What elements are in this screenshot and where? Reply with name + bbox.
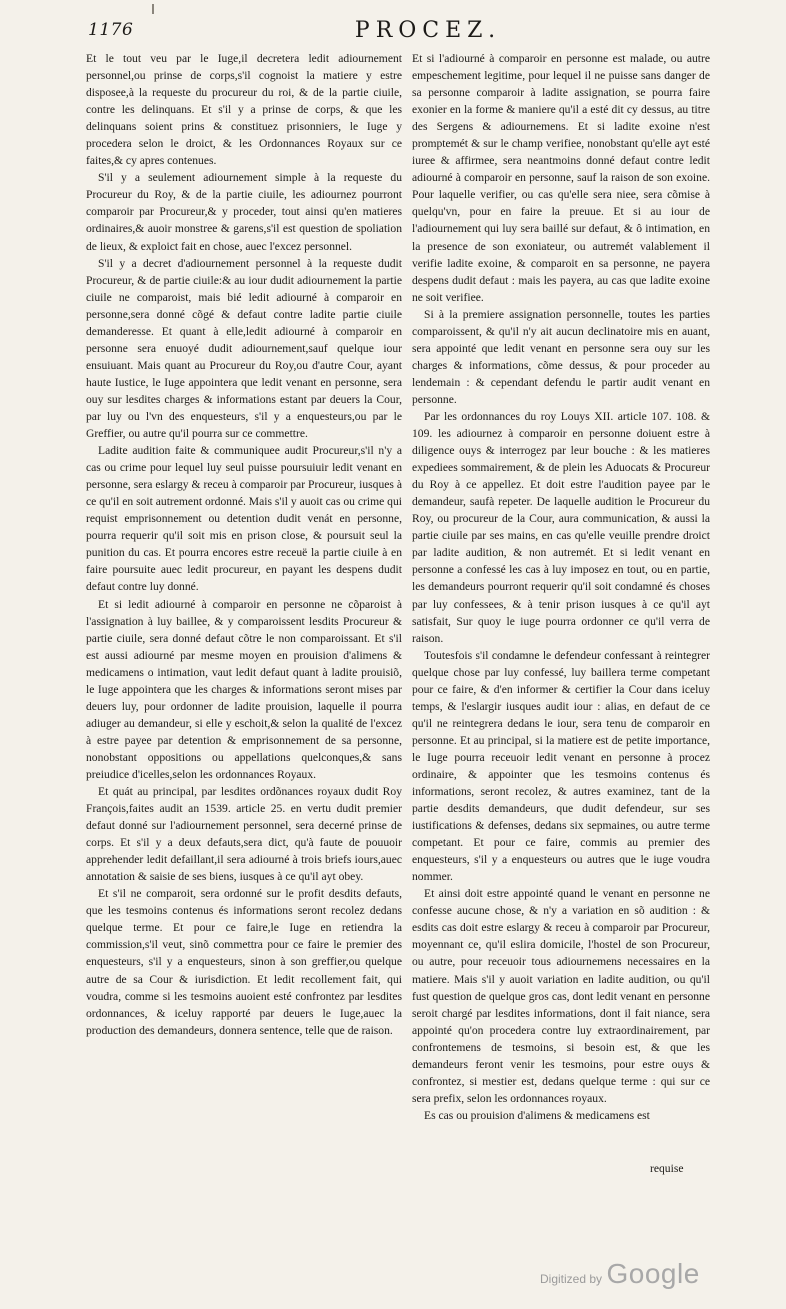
- google-logo: Google: [606, 1258, 700, 1289]
- watermark-prefix: Digitized by: [540, 1272, 603, 1286]
- paragraph: Et si l'adiourné à comparoir en personne est malade, ou autre empeschement legitime, pour lequel il ne puisse sans danger de sa personne comparoir à ladite assignation, se pourra faire exonier en la forme & maniere qu'il a esté dit cy dessus, au titre des Sergens & adiournemens. Et si ladite exoine n'est promptemét & sur le champ verifiee, nonobstant qu'elle ayt esté iuree & affirmee, sera neantmoins donné defaut contre ledit adiourné à comparoir en personne, sauf la raison de son exoine. Pour laquelle verifier, ou cas qu'elle sera niee, sera cõmise à quelqu'vn, pour en faire la preuue. Et si au iour de l'adiournement qui luy sera baillé sur defaut, & ô intimation, en la presence de son exoniateur, ou autremét valablement il verifie ladite exoine, & comparoit en sa personne, ne payera despens dudit defaut : mais les payera, au cas que ladite exoine ne soit verifiee.: [412, 52, 710, 304]
- paragraph: Ladite audition faite & communiquee audit Procureur,s'il n'y a cas ou crime pour lequel luy seul puisse poursuiuir ledit venant en personne, sera eslargy & receu à comparoir par Procureur, iusques à ce qu'il en soit autrement ordonné. Mais s'il y auoit cas ou crime qui requist emprisonnement ou detention dudit venát en personne, pourra requerir qu'il soit mis en prison close, & poursuit seul la punition du cas. Et pourra encores estre receuë la partie ciuile à en faire poursuite auec ledit procureur, en payant les despens dudit defaut contre luy donné.: [86, 444, 402, 594]
- paragraph: Et ainsi doit estre appointé quand le venant en personne ne confesse aucune chose, & n'y a variation en sõ audition : & esdits cas doit estre eslargy & receu à comparoir par Procureur, moyennant ce, qu'il eslira domicile, l'hostel de son Procureur, ou autre, pour receuoir tous adiournemens necessaires en la matiere. Mais s'il y auoit variation en ladite audition, ou qu'il fust question de quelque gros cas, dont ledit venant en personne seroit chargé par lesdites informations, dont il fait niance, sera appointé qu'on procedera contre luy extraordinairement, par confrontemens de tesmoins, si besoin est, & que les demandeurs feront venir les tesmoins, pour estre ouys & confrontez, si mestier est, dedans quelque terme : qui sur ce sera prefix, selon les ordonnances royaux.: [412, 887, 710, 1105]
- running-title: PROCEZ.: [354, 18, 502, 43]
- catchword: requise: [650, 1162, 684, 1175]
- margin-mark: [152, 4, 154, 14]
- paragraph: Et quát au principal, par lesdites ordõnances royaux dudit Roy François,faites audit an 1539. article 25. en vertu dudit premier defaut donné sur l'adiournement personnel, sera decerné prinse de corps. Et s'il y a deux defauts,sera dict, qu'à faute de pouuoir apprehender ledit defaillant,il sera adiourné à trois briefs iours,auec annotation & saisie de ses biens, iusques à ce qu'il ayt obey.: [86, 785, 402, 884]
- right-column: [412, 50, 710, 1124]
- paragraph: S'il y a seulement adiournement simple à la requeste du Procureur du Roy, & de la partie ciuile, les adiournez pourront comparoir par Procureur,& y proceder, tout ainsi qu'en matieres ordinaires,& auoir monstree & garens,s'il est question de spoliation de lieux, & exploict fait en chose, auec l'excez personnel.: [86, 171, 402, 253]
- digitized-watermark: [540, 1258, 700, 1290]
- left-column: [86, 50, 402, 1039]
- paragraph: Et s'il ne comparoit, sera ordonné sur le profit desdits defauts, que les tesmoins contenus és informations seront recolez dedans quelque terme. Et pour ce faire,le Iuge en retiendra la commission,s'il veut, sinõ commettra pour ce faire le premier des enquesteurs, s'il y a enquesteurs, sinon à son greffier,ou quelque autre de sa Cour & iurisdiction. Et ledit recollement fait, qui voudra, comme si les tesmoins auoient esté confrontez par lesdites ordonnances, & iceluy rapporté par deuers le Iuge,auec la production des demandeurs, donnera sentence, telle que de raison.: [86, 887, 402, 1037]
- paragraph: Toutesfois s'il condamne le defendeur confessant à reintegrer quelque chose par luy confessé, luy baillera terme competant pour ce faire, & d'en informer & certifier la Cour dans iceluy temps, & l'eslargir iusques audit iour : alias, en defaut de ce qu'il ne reintegrera dedans le iour, sera tenu de comparoir en personne. Et au principal, si la matiere est de petite importance, le Iuge pourra receuoir ledit venant en personne à procez ordinaire, & appointer que les tesmoins contenus és informations, seront recolez, & autres examinez, tant de la partie desdits demandeurs, que dudit defendeur, sur ses iustifications & defenses, dedans six sepmaines, ou autre terme competant. Et pour ce faire, commis au premier des enquesteurs, s'il y a enquesteurs ou autres que le iuge voudra nommer.: [412, 648, 710, 884]
- paragraph: Et le tout veu par le Iuge,il decretera ledit adiournement personnel,ou prinse de corps,s'il cognoist la matiere y estre disposee,à la requeste du procureur du roi, & de la partie ciuile, contre les delinquans. Et s'il y a prinse de corps, & que les delinquans soient prins & constituez prisonniers, le Iuge y procedera selon le droict, & les Ordonnances Royaux sur ce faites,& cy apres contenues.: [86, 52, 402, 168]
- paragraph: Et si ledit adiourné à comparoir en personne ne cõparoist à l'assignation à luy baillee, & y comparoissent lesdits Procureur & partie ciuile, sera donné defaut cõtre le non comparoissant. Et s'il est aussi adiourné par mesme moyen en prouision d'alimens & medicamens o intimation, vaut ledit defaut quant à ladite prouisiõ, le Iuge appointera que les charges & informations seront mises par deuers luy, pour ordonner de ladite prouision, laquelle il pourra adiuger au demandeur, si elle y eschoit,& selon la qualité de l'excez à estre payee par detention & emprisonnement de sa personne, nonobstant oppositions ou appellations quelconques,& sans preiudice d'icelles,selon les ordonnances Royaux.: [86, 597, 402, 781]
- page-number: 1176: [88, 20, 134, 40]
- paragraph: Si à la premiere assignation personnelle, toutes les parties comparoissent, & qu'il n'y ait aucun declinatoire mis en auant, sera appointé que ledit venant en personne sera ouy sur les charges & informations, cõme dessus, & pour proceder au lendemain : & cependant defendu le partir audit venant en personne.: [412, 307, 710, 406]
- paragraph: Par les ordonnances du roy Louys XII. article 107. 108. & 109. les adiournez à comparoir en personne doiuent estre à diligence ouys & interrogez par leur bouche : & les matieres expediees sommairement, & de plein les Aduocats & Procureur du Roy à ce appellez. Et doit estre l'audition payee par le demandeur, saufà repeter. De laquelle audition le Procureur du Roy, ou procureur de la Cour, aura communication, & aussi la partie ciuile par ses mains, en cas qu'elle veuille prendre droict par ladite audition, & non autremét. Et si ledit venant en personne a confessé les cas à luy imposez en tout, ou en partie, les demandeurs pourront requerir qu'il soit condamné és choses par luy confessees, & à tenir prison iusques à ce qu'il ayt satisfait, Sur quoy le iuge pourra ordonner ce qu'il verra de raison.: [412, 409, 710, 645]
- paragraph: S'il y a decret d'adiournement personnel à la requeste dudit Procureur, & de partie ciuile:& au iour dudit adiournement la partie ciuile ne comparoist, mais bié ledit adiourné à comparoir en personne,sera donné cõgé & defaut contre ladite partie ciuile demanderesse. Et quant à elle,ledit adiourné à comparoir en personne sera enuoyé dudit adiournement,sauf quelque iour ensuiuant. Mais quant au Procureur du Roy,ou d'autre Cour, ayant haute Iustice, le Iuge appointera que ledit venant en personne, sera ouy sur lesdites charges & informations estant par deuers la Cour, par luy ou l'vn des enquesteurs, s'il y a enquesteurs,ou par le Greffier, ou autre qu'il pourra sur ce commettre.: [86, 256, 402, 441]
- paragraph: Es cas ou prouision d'alimens & medicamens est: [424, 1108, 650, 1122]
